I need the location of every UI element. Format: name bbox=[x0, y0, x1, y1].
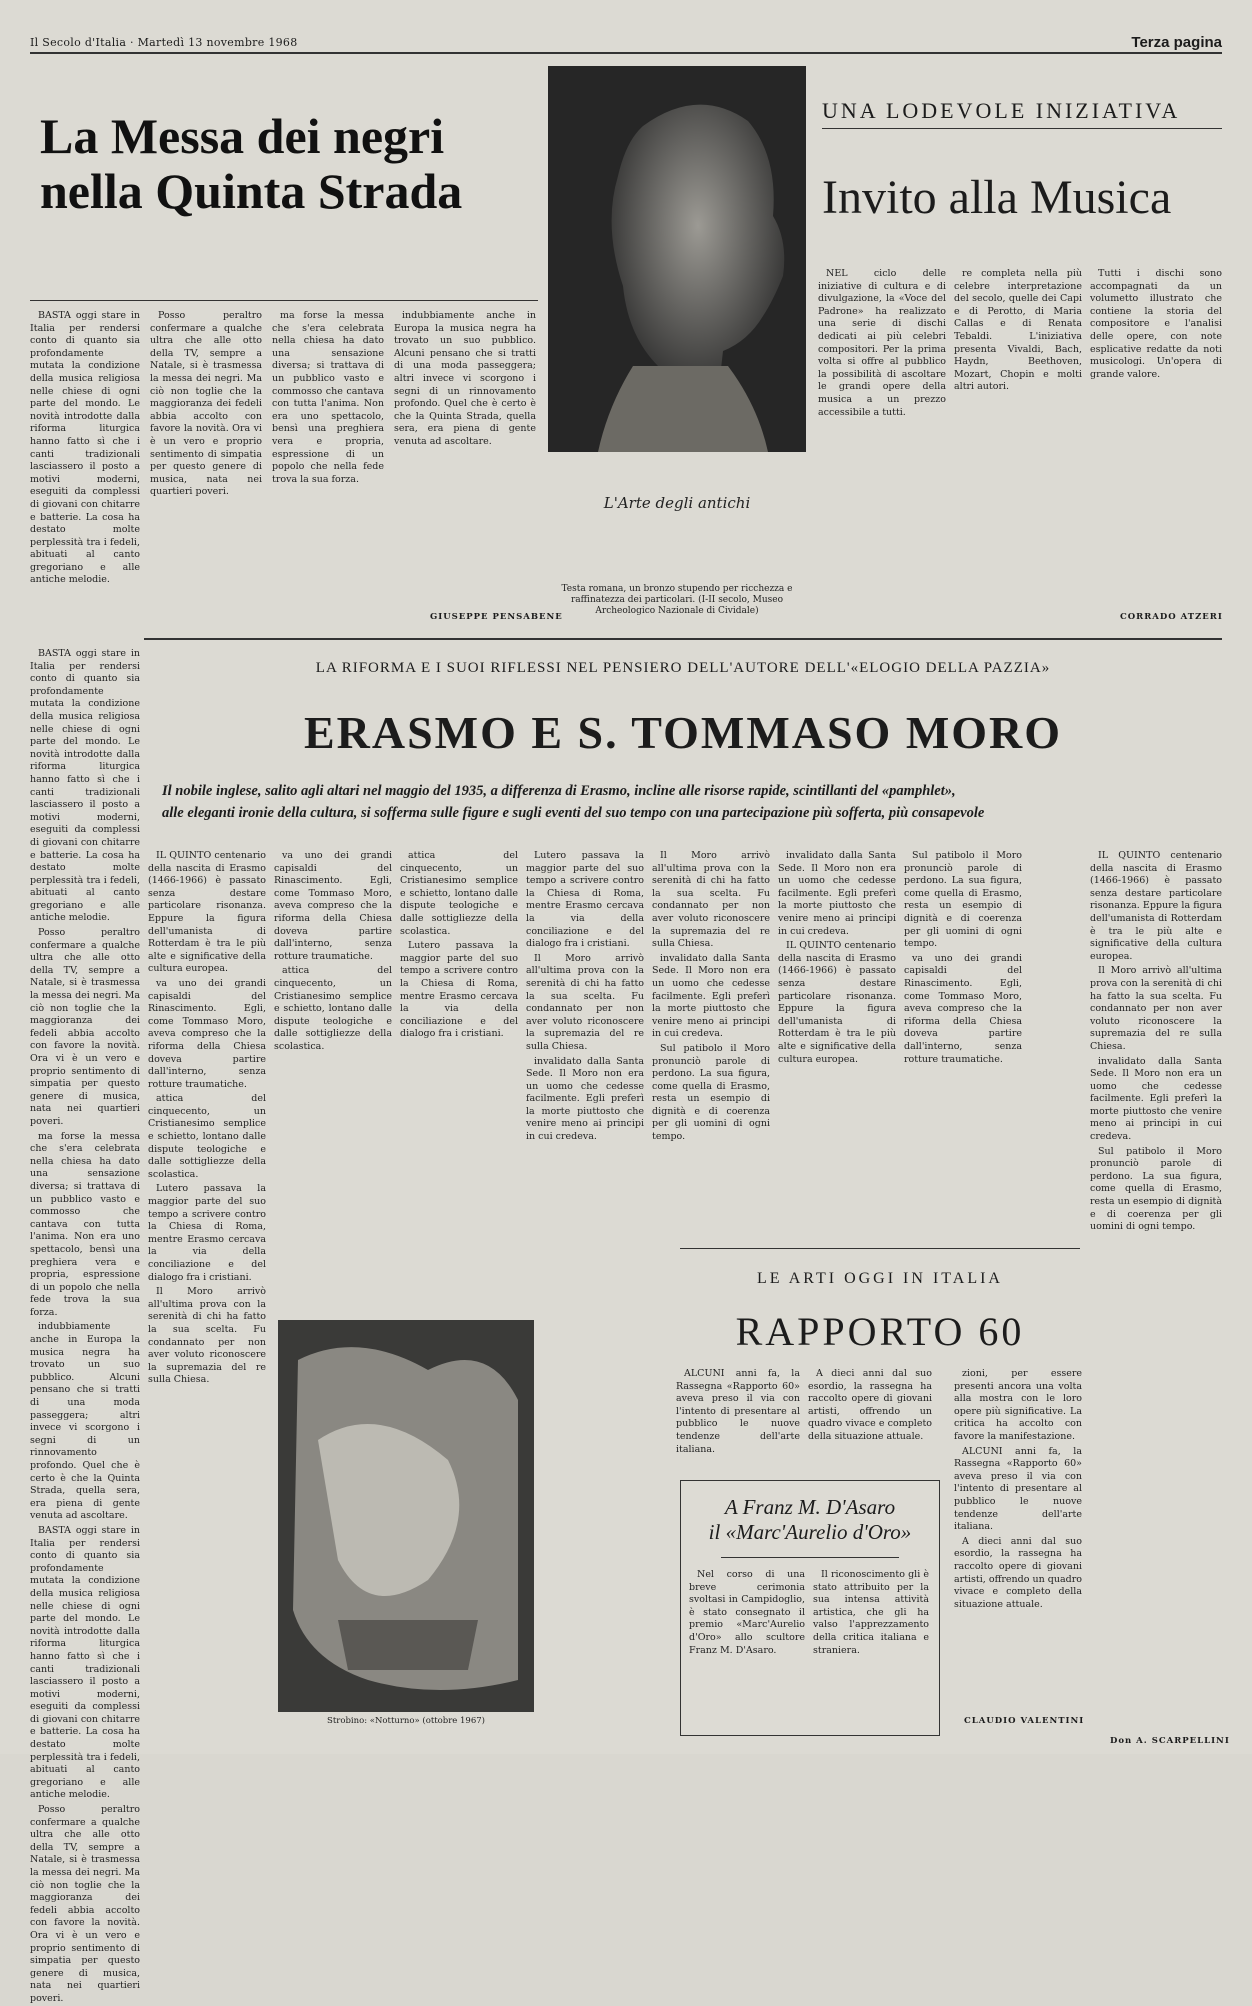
erasmo-subhead: Il nobile inglese, salito agli altari nel maggio del 1935, a differenza di Erasmo, incline alle risorse rapide, scintillanti del «pamphlet», alle eleganti ironie della cultura, si sofferma sulle figure e sugli eventi del suo tempo con una partecipazione più sofferta, più consapevole bbox=[162, 783, 985, 821]
arti-headline: RAPPORTO 60 bbox=[735, 1309, 1025, 1354]
messa-rule bbox=[30, 300, 538, 301]
erasmo-column-4: Lutero passava la maggior parte del suo tempo a scrivere contro la Chiesa di Roma, mentre Erasmo cercava la via della conciliazione e del dialogo fra i cristiani. Il Moro arrivò all'ultima prova con la serenità di chi ha fatto la sua scelta. Fu condannato per non aver voluto riconoscere la supremazia del re sulla Chiesa. invalidato dalla Santa Sede. Il Moro non era un uomo che cedesse facilmente. Egli preferì la morte piuttosto che venire meno ai principi in cui credeva. bbox=[526, 850, 644, 1143]
section-title: Terza pagina bbox=[1131, 34, 1222, 51]
franz-column-1: Nel corso di una breve cerimonia svoltasi in Campidoglio, è stato consegnato il premio «Marc'Aurelio d'Oro» allo scultore Franz M. D'Asaro. bbox=[689, 1569, 805, 1656]
arti-column-1: ALCUNI anni fa, la Rassegna «Rapporto 60» aveva preso il via con l'intento di presentare al pubblico le nuove tendenze dell'arte italiana. bbox=[676, 1368, 800, 1455]
musica-kicker: UNA LODEVOLE INIZIATIVA bbox=[822, 98, 1181, 123]
messa-signature: GIUSEPPE PENSABENE bbox=[430, 612, 563, 622]
nocturne-painting-image bbox=[278, 1320, 534, 1712]
masthead-date: Il Secolo d'Italia · Martedì 13 novembre 1968 bbox=[30, 36, 298, 49]
painting-photo bbox=[278, 1320, 534, 1712]
musica-column-1: NEL ciclo delle iniziative di cultura e di divulgazione, la «Voce del Padrone» ha realizzato una serie di dischi dedicati ai più celebri compositori. Per la prima volta si offre al pubblico la possibilità di ascoltare le grandi opere della musica a un prezzo accessibile a tutti. bbox=[818, 268, 946, 418]
messa-column-1-continued: BASTA oggi stare in Italia per rendersi conto di quanto sia profondamente mutata la condizione della musica religiosa nelle chiese di ogni parte del mondo. Le novità introdotte dalla riforma liturgica hanno fatto sì che i canti tradizionali lasciassero il posto a motivi moderni, eseguiti da complessi di giovani con chitarre e batterie. La cosa ha destato molte perplessità tra i fedeli, abituati al canto gregoriano e alle antiche melodie. Posso peraltro confermare a qualche ultra che alle otto della TV, sempre a Natale, si è trasmessa la messa dei negri. Ma ciò non toglie che la maggioranza dei fedeli abbia accolto con favore la novità. Ora vi è un vero e proprio sentimento di simpatia per questo genere di musica, nata nei quartieri poveri. ma forse la messa che s'era celebrata nella chiesa ha dato una sensazione diversa; si trattava di un pubblico vasto e commosso che cantava con tutta l'anima. Non era uno spettacolo, bensì una preghiera vera e propria, espressione di un popolo che nella fede trova la sua forza. indubbiamente anche in Europa la musica negra ha trovato un suo pubblico. Alcuni pensano che si tratti di una moda passeggera; altri invece vi scorgono i segni di un rinnovamento profondo. Quel che è certo è che la Quinta Strada, quella sera, era piena di gente venuta ad ascoltare. BASTA oggi stare in Italia per rendersi conto di quanto sia profondamente mutata la condizione della musica religiosa nelle chiese di ogni parte del mondo. Le novità introdotte dalla riforma liturgica hanno fatto sì che i canti tradizionali lasciassero il posto a motivi moderni, eseguiti da complessi di giovani con chitarre e batterie. La cosa ha destato molte perplessità tra i fedeli, abituati al canto gregoriano e alle antiche melodie. Posso peraltro confermare a qualche ultra che alle otto della TV, sempre a Natale, si è trasmessa la messa dei negri. Ma ciò non toglie che la maggioranza dei fedeli abbia accolto con favore la novità. Ora vi è un vero e proprio sentimento di simpatia per questo genere di musica, nata nei quartieri poveri. bbox=[30, 648, 140, 2004]
musica-column-2: re completa nella più celebre interpretazione del secolo, quelle dei Capi e di Perotto, di Maria Callas e di Renata Tebaldi. L'iniziativa presenta Vivaldi, Bach, Haydn, Beethoven, Mozart, Chopin e molti altri autori. bbox=[954, 268, 1082, 393]
arti-top-rule bbox=[680, 1248, 1080, 1249]
erasmo-column-8: IL QUINTO centenario della nascita di Erasmo (1466-1966) è passato senza destare particolare risonanza. Eppure la figura dell'umanista di Rotterdam è tra le più alte e significative della cultura europea. Il Moro arrivò all'ultima prova con la serenità di chi ha fatto la sua scelta. Fu condannato per non aver voluto riconoscere la supremazia del re sulla Chiesa. invalidato dalla Santa Sede. Il Moro non era un uomo che cedesse facilmente. Egli preferì la morte piuttosto che venire meno ai principi in cui credeva. Sul patibolo il Moro pronunciò parole di perdono. La sua figura, come quella di Erasmo, resta un esempio di dignità e di coerenza per gli uomini di ogni tempo. bbox=[1090, 850, 1222, 1233]
messa-headline: La Messa dei negri nella Quinta Strada bbox=[40, 108, 463, 219]
franz-column-2: Il riconoscimento gli è stato attribuito per la sua intensa attività artistica, che gli ha valso l'apprezzamento della critica italiana e straniera. bbox=[813, 1569, 929, 1656]
painting-caption: Strobino: «Notturno» (ottobre 1967) bbox=[327, 1716, 485, 1726]
bust-caption-title: L'Arte degli antichi bbox=[603, 494, 751, 512]
erasmo-column-2: va uno dei grandi capisaldi del Rinascimento. Egli, come Tommaso Moro, aveva compreso che la riforma della Chiesa doveva partire dall'interno, senza rotture traumatiche. attica del cinquecento, un Cristianesimo semplice e schietto, lontano dalle dispute teologiche e dalle sottigliezze della scolastica. bbox=[274, 850, 392, 1052]
bust-photo bbox=[548, 66, 806, 452]
arti-column-3: zioni, per essere presenti ancora una volta alla mostra con le loro opere più significative. La critica ha accolto con favore la manifestazione. ALCUNI anni fa, la Rassegna «Rapporto 60» aveva preso il via con l'intento di presentare al pubblico le nuove tendenze dell'arte italiana. A dieci anni dal suo esordio, la rassegna ha raccolto opere di giovani artisti, offrendo un quadro vivace e completo della situazione attuale. bbox=[954, 1368, 1082, 1610]
erasmo-headline: ERASMO E S. TOMMASO MORO bbox=[303, 707, 1063, 758]
arti-kicker: LE ARTI OGGI IN ITALIA bbox=[757, 1270, 1003, 1287]
erasmo-column-3: attica del cinquecento, un Cristianesimo semplice e schietto, lontano dalle dispute teologiche e dalle sottigliezze della scolastica. Lutero passava la maggior parte del suo tempo a scrivere contro la Chiesa di Roma, mentre Erasmo cercava la via della conciliazione e del dialogo fra i cristiani. bbox=[400, 850, 518, 1040]
erasmo-column-5: Il Moro arrivò all'ultima prova con la serenità di chi ha fatto la sua scelta. Fu condannato per non aver voluto riconoscere la supremazia del re sulla Chiesa. invalidato dalla Santa Sede. Il Moro non era un uomo che cedesse facilmente. Egli preferì la morte piuttosto che venire meno ai principi in cui credeva. Sul patibolo il Moro pronunciò parole di perdono. La sua figura, come quella di Erasmo, resta un esempio di dignità e di coerenza per gli uomini di ogni tempo. bbox=[652, 850, 770, 1143]
musica-rule bbox=[822, 128, 1222, 129]
bust-caption-text: Testa romana, un bronzo stupendo per ricchezza e raffinatezza dei particolari. (I-II secolo, Museo Archeologico Nazionale di Cividale) bbox=[561, 584, 793, 616]
messa-column-1: BASTA oggi stare in Italia per rendersi conto di quanto sia profondamente mutata la condizione della musica religiosa nelle chiese di ogni parte del mondo. Le novità introdotte dalla riforma liturgica hanno fatto sì che i canti tradizionali lasciassero il posto a motivi moderni, eseguiti da complessi di giovani con chitarre e batterie. La cosa ha destato molte perplessità tra i fedeli, abituati al canto gregoriano e alle antiche melodie. bbox=[30, 310, 140, 586]
roman-bust-image bbox=[548, 66, 806, 452]
arti-signature: CLAUDIO VALENTINI bbox=[964, 1716, 1085, 1726]
franz-box bbox=[680, 1480, 940, 1736]
erasmo-top-rule bbox=[144, 638, 1222, 640]
erasmo-column-7: Sul patibolo il Moro pronunciò parole di perdono. La sua figura, come quella di Erasmo, resta un esempio di dignità e di coerenza per gli uomini di ogni tempo. va uno dei grandi capisaldi del Rinascimento. Egli, come Tommaso Moro, aveva compreso che la riforma della Chiesa doveva partire dall'interno, senza rotture traumatiche. bbox=[904, 850, 1022, 1065]
musica-signature: CORRADO ATZERI bbox=[1120, 612, 1223, 622]
franz-title: A Franz M. D'Asaro il «Marc'Aurelio d'Oro» bbox=[708, 1495, 912, 1544]
messa-column-2: Posso peraltro confermare a qualche ultra che alle otto della TV, sempre a Natale, si è trasmessa la messa dei negri. Ma ciò non toglie che la maggioranza dei fedeli abbia accolto con favore la novità. Ora vi è un vero e proprio sentimento di simpatia per questo genere di musica, nata nei quartieri poveri. bbox=[150, 310, 262, 498]
erasmo-column-1: IL QUINTO centenario della nascita di Erasmo (1466-1966) è passato senza destare particolare risonanza. Eppure la figura dell'umanista di Rotterdam è tra le più alte e significative della cultura europea. va uno dei grandi capisaldi del Rinascimento. Egli, come Tommaso Moro, aveva compreso che la riforma della Chiesa doveva partire dall'interno, senza rotture traumatiche. attica del cinquecento, un Cristianesimo semplice e schietto, lontano dalle dispute teologiche e dalle sottigliezze della scolastica. Lutero passava la maggior parte del suo tempo a scrivere contro la Chiesa di Roma, mentre Erasmo cercava la via della conciliazione e del dialogo fra i cristiani. Il Moro arrivò all'ultima prova con la serenità di chi ha fatto la sua scelta. Fu condannato per non aver voluto riconoscere la supremazia del re sulla Chiesa. bbox=[148, 850, 266, 1386]
erasmo-column-6: invalidato dalla Santa Sede. Il Moro non era un uomo che cedesse facilmente. Egli preferì la morte piuttosto che venire meno ai principi in cui credeva. IL QUINTO centenario della nascita di Erasmo (1466-1966) è passato senza destare particolare risonanza. Eppure la figura dell'umanista di Rotterdam è tra le più alte e significative della cultura europea. bbox=[778, 850, 896, 1065]
messa-column-3: ma forse la messa che s'era celebrata nella chiesa ha dato una sensazione diversa; si trattava di un pubblico vasto e commosso che cantava con tutta l'anima. Non era uno spettacolo, bensì una preghiera vera e propria, espressione di un popolo che nella fede trova la sua forza. bbox=[272, 310, 384, 485]
messa-column-4: indubbiamente anche in Europa la musica negra ha trovato un suo pubblico. Alcuni pensano che si tratti di una moda passeggera; altri invece vi scorgono i segni di un rinnovamento profondo. Quel che è certo è che la Quinta Strada, quella sera, era piena di gente venuta ad ascoltare. bbox=[394, 310, 536, 447]
musica-headline: Invito alla Musica bbox=[822, 171, 1172, 224]
top-rule bbox=[30, 52, 1222, 54]
arti-column-2: A dieci anni dal suo esordio, la rassegna ha raccolto opere di giovani artisti, offrendo un quadro vivace e completo della situazione attuale. bbox=[808, 1368, 932, 1442]
musica-column-3: Tutti i dischi sono accompagnati da un volumetto illustrato che contiene la storia del compositore e l'analisi delle opere, con note esplicative redatte da noti musicologi. Un'opera di grande valore. bbox=[1090, 268, 1222, 380]
erasmo-signature: Don A. SCARPELLINI bbox=[1110, 1736, 1230, 1746]
erasmo-kicker: LA RIFORMA E I SUOI RIFLESSI NEL PENSIERO DELL'AUTORE DELL'«ELOGIO DELLA PAZZIA» bbox=[315, 660, 1051, 676]
